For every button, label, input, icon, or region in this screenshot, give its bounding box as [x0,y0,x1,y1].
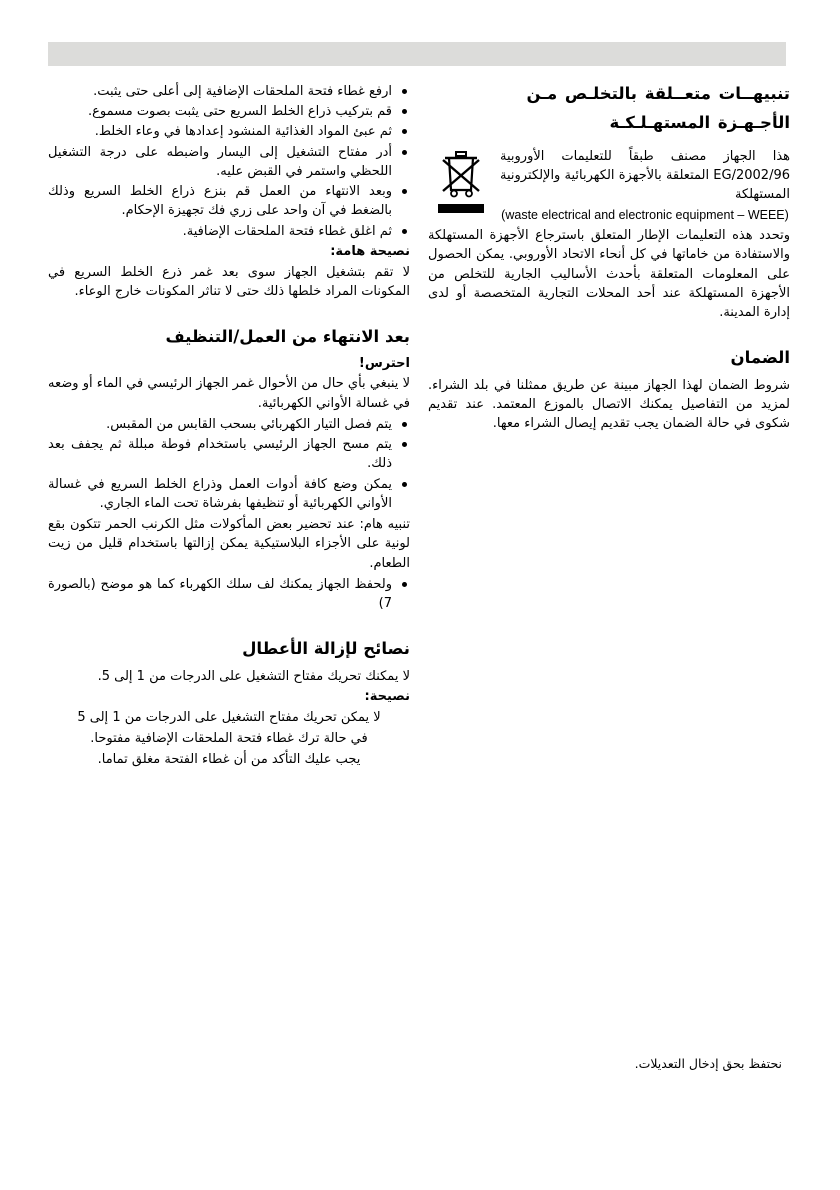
list-item: يتم مسح الجهاز الرئيسي باستخدام فوطة مبللة ثم يجفف بعد ذلك. [48,435,410,473]
operating-steps-list [48,82,410,241]
two-column-body [48,82,790,1012]
warranty-text: شروط الضمان لهذا الجهاز مبينة عن طريق ممثلنا في بلد الشراء. لمزيد من التفاصيل يمكنك الاتصال بالموزع المعتمد. عند تقديم شكوى في حالة الضمان يجب تقديم إيصال الشراء معها. [428,377,790,432]
disposal-heading-line-2: الأجـهـزة المستهـلـكـة [609,113,790,133]
troubleshooting-problem: لا يمكنك تحريك مفتاح التشغيل على الدرجات من 1 إلى 5. [97,668,410,684]
list-item: ارفع غطاء فتحة الملحقات الإضافية إلى أعلى حتى يثبت. [48,82,410,101]
important-tip-heading: نصيحة هامة: [330,243,410,259]
troubleshooting-advice-line-3: يجب عليك التأكد من أن غطاء الفتحة مغلق تماما. [97,752,361,768]
footer [48,1053,790,1073]
list-item: وبعد الانتهاء من العمل قم بنزع ذراع الخلط السريع وذلك بالضغط في آن واحد على زري فك تجهيزة الإحكام. [48,182,410,220]
caution-text: لا ينبغي بأي حال من الأحوال غمر الجهاز الرئيسي في الماء أو وضعه في غسالة الأواني الكهربائية. [48,376,410,411]
weee-solid-bar [438,204,484,213]
disposal-intro-block [428,147,790,205]
important-tip-text: لا تقم بتشغيل الجهاز سوى بعد غمر ذرع الخلط السريع في المكونات المراد خلطها ذلك حتى لا تناثر المكونات خارج الوعاء. [48,264,410,299]
spacer [48,303,410,325]
spacer [48,615,410,637]
crossed-out-wheelie-bin-icon [438,149,484,201]
cleaning-note: تنبيه هام: عند تحضير بعض المأكولات مثل الكرنب الحمر تتكون بقع لونية على الأجزاء البلاستيكية يمكن إزالتها باستخدام قليل من زيت الطعام. [48,517,410,571]
list-item: قم بتركيب ذراع الخلط السريع حتى يثبت بصوت مسموع. [48,102,410,121]
right-column [48,82,410,1012]
disposal-body-text: وتحدد هذه التعليمات الإطار المتعلق باسترجاع الأجهزة المستهلكة والاستفادة من خاماتها في كل أنحاء الاتحاد الأوروبي. يمكن الحصول على المعلومات المتعلقة بأحدث الأساليب الجارية للتخلص من الأجهزة المستهلكة عند أحد المحلات التجارية المتخصصة أو لدى إدارة المدينة. [428,228,790,320]
header-band [48,42,786,66]
spacer [428,324,790,346]
caution-heading: احترس! [358,355,410,371]
list-item: يتم فصل التيار الكهربائي بسحب القابس من المقبس. [48,415,410,434]
troubleshooting-advice-line-2: في حالة ترك غطاء فتحة الملحقات الإضافية مفتوحا. [90,731,368,746]
list-item: ولحفظ الجهاز يمكنك لف سلك الكهرباء كما هو موضح (بالصورة 7) [48,575,410,613]
list-item: يمكن وضع كافة أدوات العمل وذراع الخلط السريع في غسالة الأواني الكهربائية أو تنظيفها بفرشاة تحت الماء الجاري. [48,475,410,513]
storage-step-list [48,575,410,613]
warranty-heading: الضمان [730,348,790,368]
footer-text: نحتفظ بحق إدخال التعديلات. [634,1056,782,1071]
troubleshooting-heading: نصائح لإزالة الأعطال [242,639,410,659]
cleaning-steps-list [48,415,410,513]
cleaning-section-heading: بعد الانتهاء من العمل/التنظيف [165,327,410,347]
list-item: ثم اغلق غطاء فتحة الملحقات الإضافية. [48,222,410,241]
troubleshooting-advice-line-1: لا يمكن تحريك مفتاح التشغيل على الدرجات من 1 إلى 5 [77,709,381,725]
disposal-intro-text: هذا الجهاز مصنف طبقاً للتعليمات الأوروبية 2002/96/EG المتعلقة بالأجهزة الكهربائية والإلكترونية المستهلكة [500,148,790,203]
weee-icon-block [430,149,492,213]
left-column [428,82,790,1012]
list-item: ثم عبئ المواد الغذائية المنشود إعدادها في وعاء الخلط. [48,122,410,141]
weee-english-line: (waste electrical and electronic equipment – WEEE) [501,207,789,222]
troubleshooting-advice-heading: نصيحة: [364,688,410,704]
disposal-heading-line-1: تنبيهــات متعــلقة بالتخلـص مـن [526,84,790,103]
list-item: أدر مفتاح التشغيل إلى اليسار واضبطه على درجة التشغيل اللحظي واستمر في القبض عليه. [48,143,410,181]
